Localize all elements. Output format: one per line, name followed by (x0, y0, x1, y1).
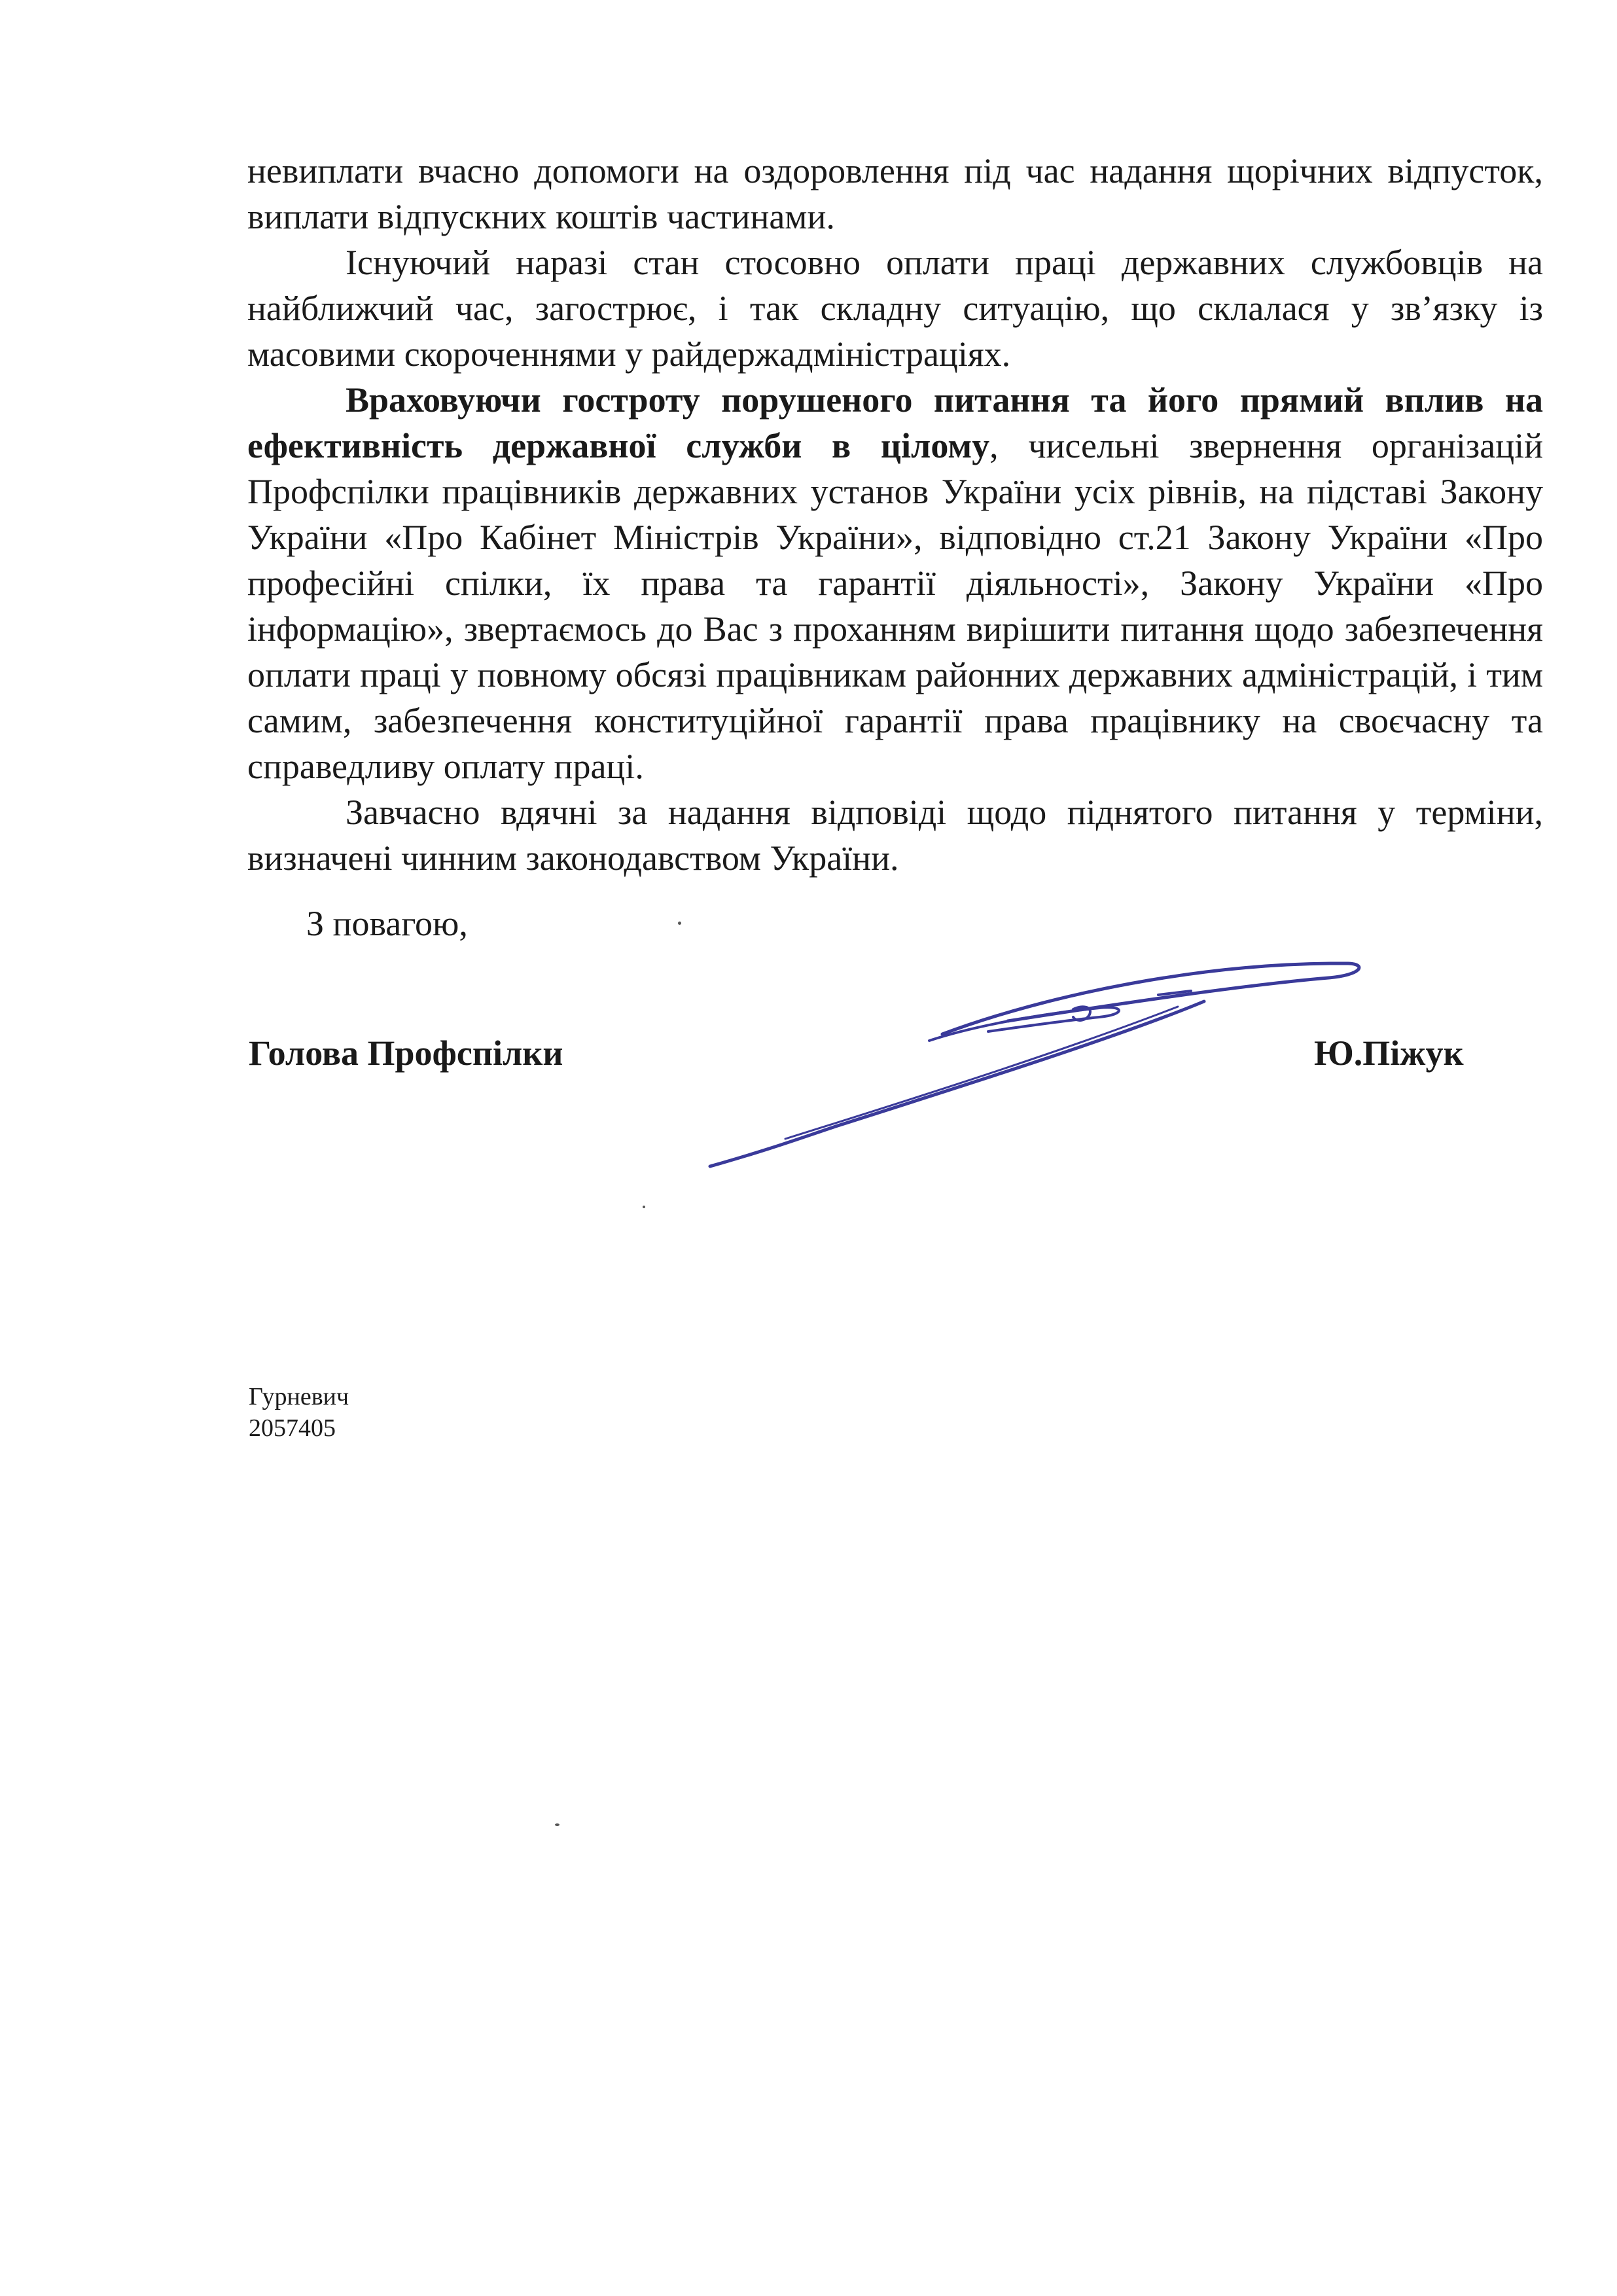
paragraph-1 (247, 148, 1543, 240)
letter-body (247, 148, 1543, 881)
executor-block (249, 1381, 349, 1444)
scan-speck (643, 1206, 645, 1208)
paragraph-2 (247, 240, 1543, 377)
handwritten-signature (707, 949, 1374, 1172)
paragraph-1-text: невиплати вчасно допомоги на оздоровлення під час надання щорічних відпусток, виплати відпускних коштів частинами. (247, 151, 1543, 236)
signatory-role: Голова Профспілки (249, 1033, 563, 1073)
executor-phone: 2057405 (249, 1414, 336, 1442)
signatory-name: Ю.Піжук (1314, 1033, 1464, 1073)
paragraph-2-text: Існуючий наразі стан стосовно оплати праці державних службовців на найближчий час, загострює, і так складну ситуацію, що склалася у зв’язку із масовими скороченнями у райдержадміністраціях. (247, 243, 1543, 374)
paragraph-3 (247, 377, 1543, 789)
executor-name: Гурневич (249, 1383, 349, 1410)
paragraph-4 (247, 789, 1543, 881)
scan-speck (555, 1823, 560, 1826)
closing-greeting: З повагою, (306, 904, 468, 943)
paragraph-3-text: , чисельні звернення організацій Профспілки працівників державних установ України усіх рівнів, на підставі Закону України «Про Кабінет Міністрів України», відповідно ст.21 Закону України «Про професійні спілки, їх права та гарантії діяльності», Закону України «Про інформацію», звертаємось до Вас з проханням вирішити питання щодо забезпечення оплати праці у повному обсязі працівникам районних державних адміністрацій, і тим самим, забезпечення конституційної гарантії права працівнику на своєчасну та справедливу оплату праці. (247, 426, 1543, 786)
paragraph-4-text: Завчасно вдячні за надання відповіді щодо піднятого питання у терміни, визначені чинним законодавством України. (247, 793, 1543, 878)
scan-speck (678, 922, 681, 925)
paragraph-3-bold-lead: Враховуючи гостроту порушеного питання та його прямий вплив на ефективність державної служби в цілому (247, 380, 1543, 465)
